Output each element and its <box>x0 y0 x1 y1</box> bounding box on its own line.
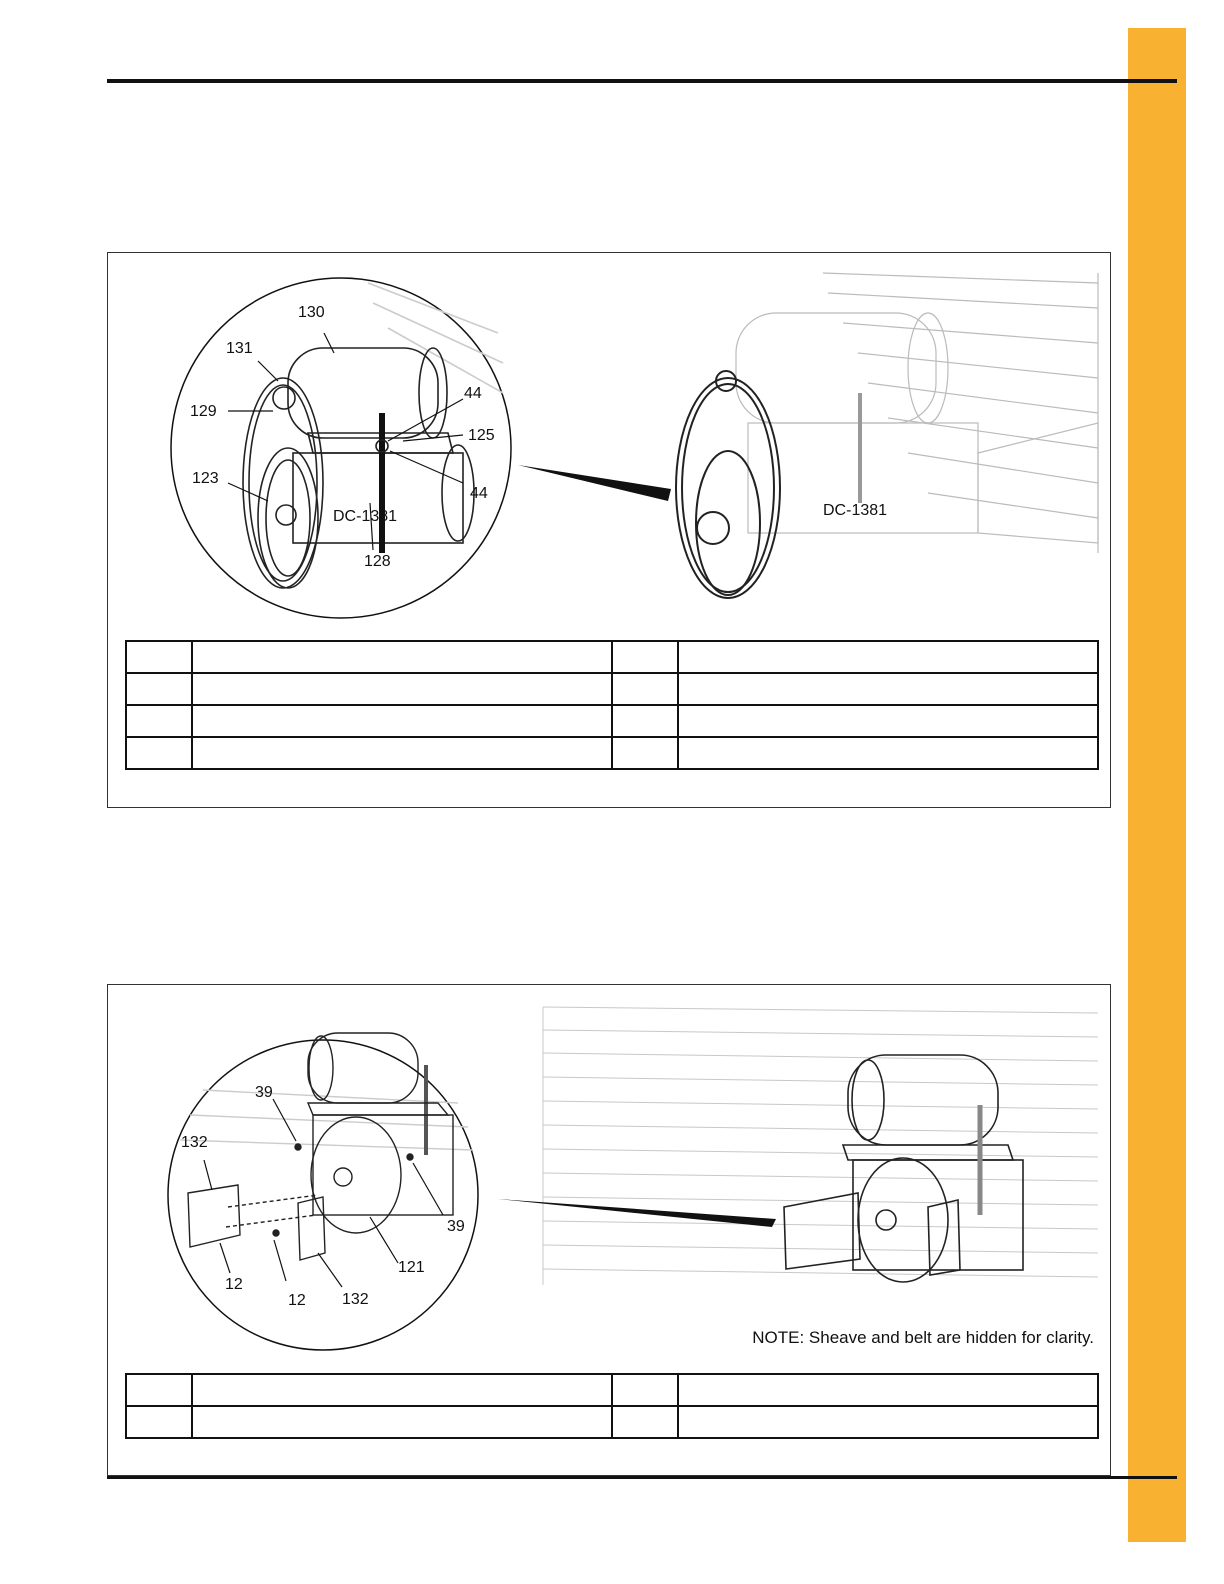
ref-cell <box>126 673 192 705</box>
detail-connector-wedge <box>518 465 671 501</box>
callout-label: 12 <box>288 1292 306 1309</box>
callout-label: 39 <box>447 1218 465 1235</box>
header-rule <box>107 79 1177 83</box>
ref-cell <box>612 737 678 769</box>
figure-mount-brackets <box>107 984 1111 1476</box>
table-row <box>126 1406 1098 1438</box>
parts-table-fig1 <box>125 640 1099 770</box>
description-cell <box>678 705 1098 737</box>
bin-wall-drawing <box>543 1007 1098 1285</box>
detail-circle <box>171 278 511 618</box>
description-cell <box>192 1374 612 1406</box>
callout-label: 121 <box>398 1259 425 1276</box>
footer-rule <box>107 1476 1177 1479</box>
callout-label: 44 <box>464 385 482 402</box>
parts-table-fig2 <box>125 1373 1099 1439</box>
mount-bracket-illustration <box>108 985 1112 1365</box>
description-cell <box>678 673 1098 705</box>
description-cell <box>192 737 612 769</box>
ref-cell <box>126 1406 192 1438</box>
callout-label: 130 <box>298 304 325 321</box>
callout-label: 39 <box>255 1084 273 1101</box>
callout-label: 129 <box>190 403 217 420</box>
stencil-label-overview: DC-1381 <box>823 502 888 519</box>
callout-label: 12 <box>225 1276 243 1293</box>
callout-label: 44 <box>470 485 488 502</box>
belt-drive-overview-belt <box>676 371 887 598</box>
ref-cell <box>612 705 678 737</box>
table-row <box>126 1374 1098 1406</box>
description-cell <box>192 705 612 737</box>
callout-label: 131 <box>226 340 253 357</box>
belt-drive-illustration <box>108 253 1112 633</box>
table-row <box>126 705 1098 737</box>
callout-label: 128 <box>364 553 391 570</box>
figure-note: NOTE: Sheave and belt are hidden for clarity. <box>752 1328 1094 1347</box>
callout-label: 132 <box>181 1134 208 1151</box>
ref-cell <box>126 641 192 673</box>
ref-cell <box>612 641 678 673</box>
table-row <box>126 673 1098 705</box>
callout-label: 132 <box>342 1291 369 1308</box>
ref-cell <box>126 737 192 769</box>
ref-cell <box>126 705 192 737</box>
ref-cell <box>612 673 678 705</box>
description-cell <box>678 737 1098 769</box>
section-side-tab <box>1128 28 1186 1542</box>
description-cell <box>678 1406 1098 1438</box>
description-cell <box>678 1374 1098 1406</box>
ref-cell <box>126 1374 192 1406</box>
table-row <box>126 737 1098 769</box>
belt-drive-overview-drawing <box>736 273 1098 553</box>
description-cell <box>192 641 612 673</box>
description-cell <box>678 641 1098 673</box>
description-cell <box>192 673 612 705</box>
mount-overview-drawing <box>784 1055 1023 1282</box>
callout-label: 123 <box>192 470 219 487</box>
stencil-label-detail: DC-1381 <box>333 508 398 525</box>
description-cell <box>192 1406 612 1438</box>
table-row <box>126 641 1098 673</box>
ref-cell <box>612 1374 678 1406</box>
callout-label: 125 <box>468 427 495 444</box>
ref-cell <box>612 1406 678 1438</box>
figure-belt-drive <box>107 252 1111 808</box>
